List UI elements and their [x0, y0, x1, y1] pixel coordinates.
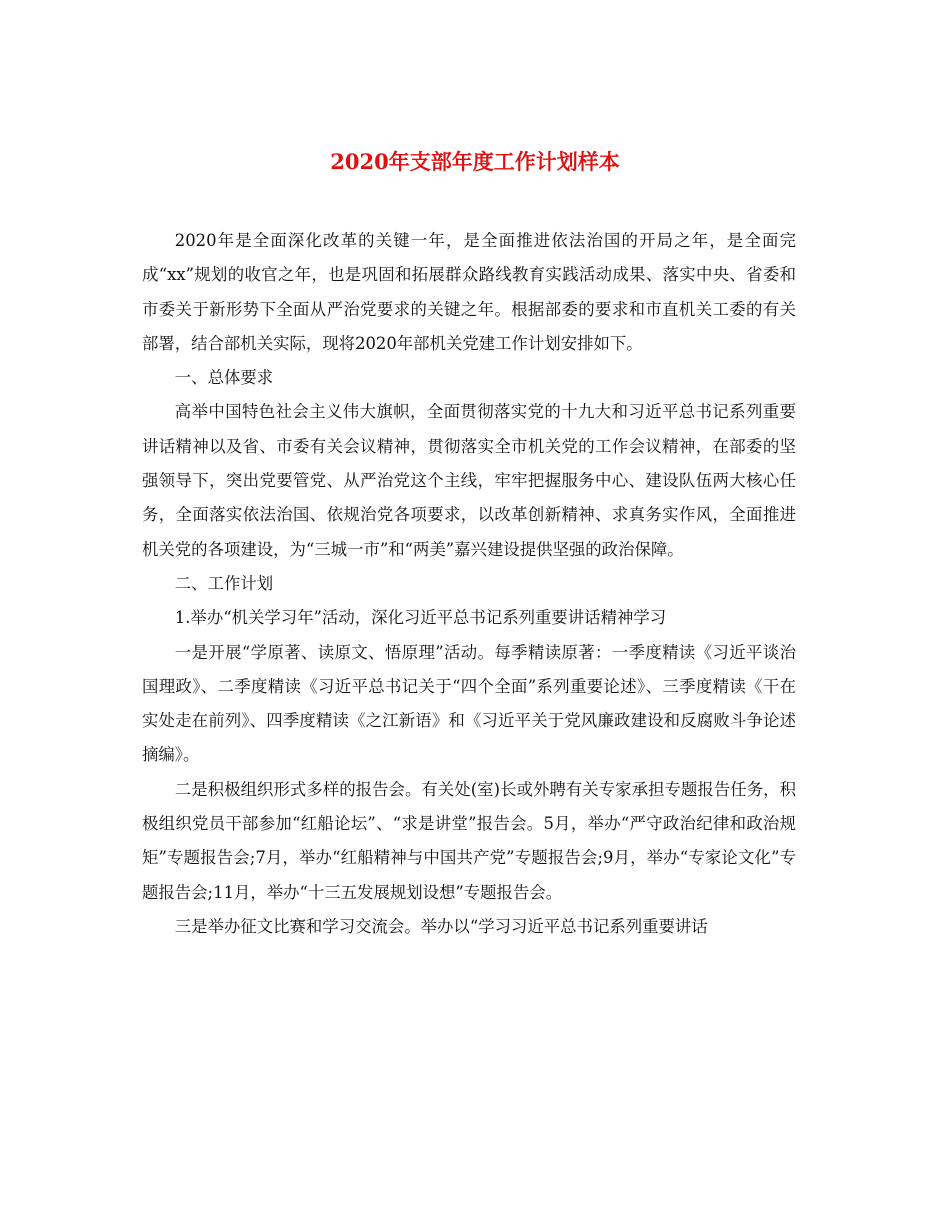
intro-paragraph: 2020年是全面深化改革的关键一年，是全面推进依法治国的开局之年，是全面完成“xx”规划的收官之年，也是巩固和拓展群众路线教育实践活动成果、落实中央、省委和市委关于新形势下全面从严治党要求的关键之年。根据部委的要求和市直机关工委的有关部署，结合部机关实际，现将2020年部机关党建工作计划安排如下。: [142, 231, 796, 353]
general-requirements-paragraph: 高举中国特色社会主义伟大旗帜，全面贯彻落实党的十九大和习近平总书记系列重要讲话精神以及省、市委有关会议精神，贯彻落实全市机关党的工作会议精神，在部委的坚强领导下，突出党要管党、从严治党这个主线，牢牢把握服务中心、建设队伍两大核心任务，全面落实依法治国、依规治党各项要求，以改革创新精神、求真务实作风，全面推进机关党的各项建设，为“三城一市”和“两美”嘉兴建设提供坚强的政治保障。: [142, 402, 796, 559]
section-heading-work-plan: 二、工作计划: [174, 573, 274, 593]
work-plan-item-1-point-1: 一是开展“学原著、读原文、悟原理”活动。每季精读原著：一季度精读《习近平谈治国理政》、二季度精读《习近平总书记关于“四个全面”系列重要论述》、三季度精读《干在实处走在前列》、四季度精读《之江新语》和《习近平关于党风廉政建设和反腐败斗争论述摘编》。: [142, 642, 796, 765]
work-plan-item-1-point-2: 二是积极组织形式多样的报告会。有关处(室)长或外聘有关专家承担专题报告任务，积极组织党员干部参加“红船论坛”、“求是讲堂”报告会。5月，举办“严守政治纪律和政治规矩”专题报告会;7月，举办“红船精神与中国共产党”专题报告会;9月，举办“专家论文化”专题报告会;11月，举办“十三五发展规划设想”专题报告会。: [142, 779, 796, 902]
work-plan-item-1-point-3: 三是举办征文比赛和学习交流会。举办以“学习习近平总书记系列重要讲话: [174, 916, 708, 936]
document-title: 2020年支部年度工作计划样本: [330, 149, 620, 174]
work-plan-item-1-heading: 1.举办“机关学习年”活动，深化习近平总书记系列重要讲话精神学习: [174, 608, 667, 628]
section-heading-general-requirements: 一、总体要求: [174, 368, 274, 388]
document-body: [142, 224, 796, 944]
